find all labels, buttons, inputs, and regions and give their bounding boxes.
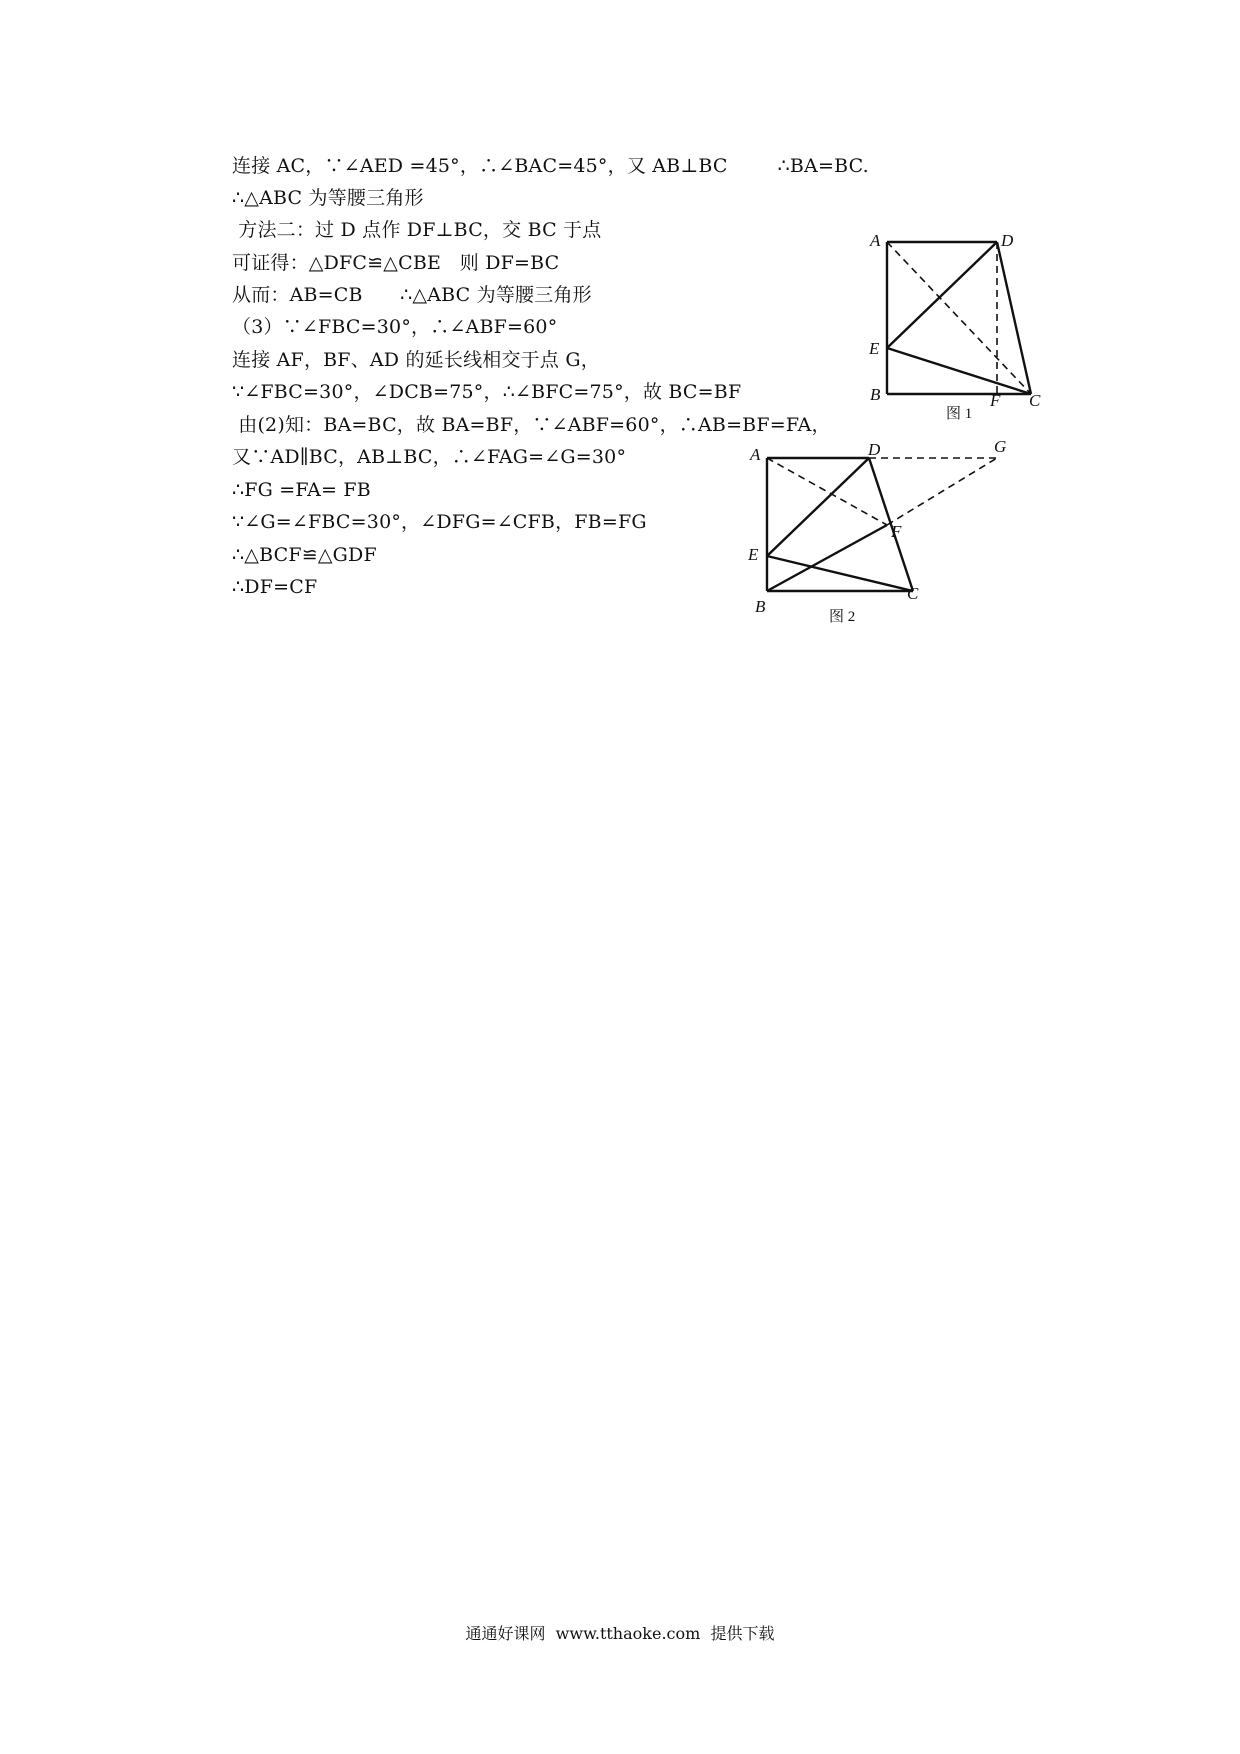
page-footer: 通通好课网 www.tthaoke.com 提供下载 xyxy=(465,1624,775,1643)
dashed-FG xyxy=(887,458,997,525)
proof-line-12: ∵∠G=∠FBC=30°，∠DFG=∠CFB，FB=FG xyxy=(232,511,647,533)
label-C: C xyxy=(907,584,919,603)
proof-line-11: ∴FG =FA= FB xyxy=(232,479,371,501)
proof-line-13: ∴△BCF≌△GDF xyxy=(232,544,377,566)
segment-EC xyxy=(767,556,913,591)
label-E: E xyxy=(869,339,880,358)
label-E: E xyxy=(748,545,759,564)
proof-line-2: ∴△ABC 为等腰三角形 xyxy=(232,187,424,209)
proof-line-7: 连接 AF，BF、AD 的延长线相交于点 G， xyxy=(232,349,600,371)
label-B: B xyxy=(755,597,766,616)
proof-line-14: ∴DF=CF xyxy=(232,576,318,598)
segment-EC xyxy=(887,348,1031,394)
proof-line-5: 从而：AB=CB ∴△ABC 为等腰三角形 xyxy=(232,284,592,306)
proof-line-3: 方法二：过 D 点作 DF⊥BC，交 BC 于点 xyxy=(232,219,602,241)
proof-line-8: ∵∠FBC=30°，∠DCB=75°，∴∠BFC=75°，故 BC=BF xyxy=(232,381,742,403)
proof-line-4: 可证得：△DFC≌△CBE 则 DF=BC xyxy=(232,252,560,274)
proof-line-1: 连接 AC，∵∠AED =45°，∴∠BAC=45°，又 AB⊥BC ∴BA=BC. xyxy=(232,155,869,177)
figure-1-diagram xyxy=(860,225,1060,430)
label-D: D xyxy=(868,440,881,459)
proof-line-9: 由(2)知：BA=BC，故 BA=BF，∵∠ABF=60°，∴AB=BF=FA， xyxy=(232,414,831,436)
label-A: A xyxy=(870,231,881,250)
proof-line-10: 又∵AD∥BC，AB⊥BC，∴∠FAG=∠G=30° xyxy=(232,446,627,468)
proof-line-6: （3）∵∠FBC=30°，∴∠ABF=60° xyxy=(232,316,558,338)
dashed-AF xyxy=(767,458,887,525)
label-B: B xyxy=(870,385,881,404)
label-D: D xyxy=(1001,231,1014,250)
figure-2-diagram xyxy=(740,433,1015,633)
label-F: F xyxy=(891,522,902,541)
label-C: C xyxy=(1029,391,1041,410)
label-A: A xyxy=(750,445,761,464)
figure-2-caption: 图 2 xyxy=(829,609,856,625)
segment-ED xyxy=(887,242,997,348)
label-G: G xyxy=(994,437,1007,456)
figure-1-caption: 图 1 xyxy=(946,406,973,422)
segment-DC xyxy=(997,242,1031,394)
label-F: F xyxy=(990,391,1001,410)
